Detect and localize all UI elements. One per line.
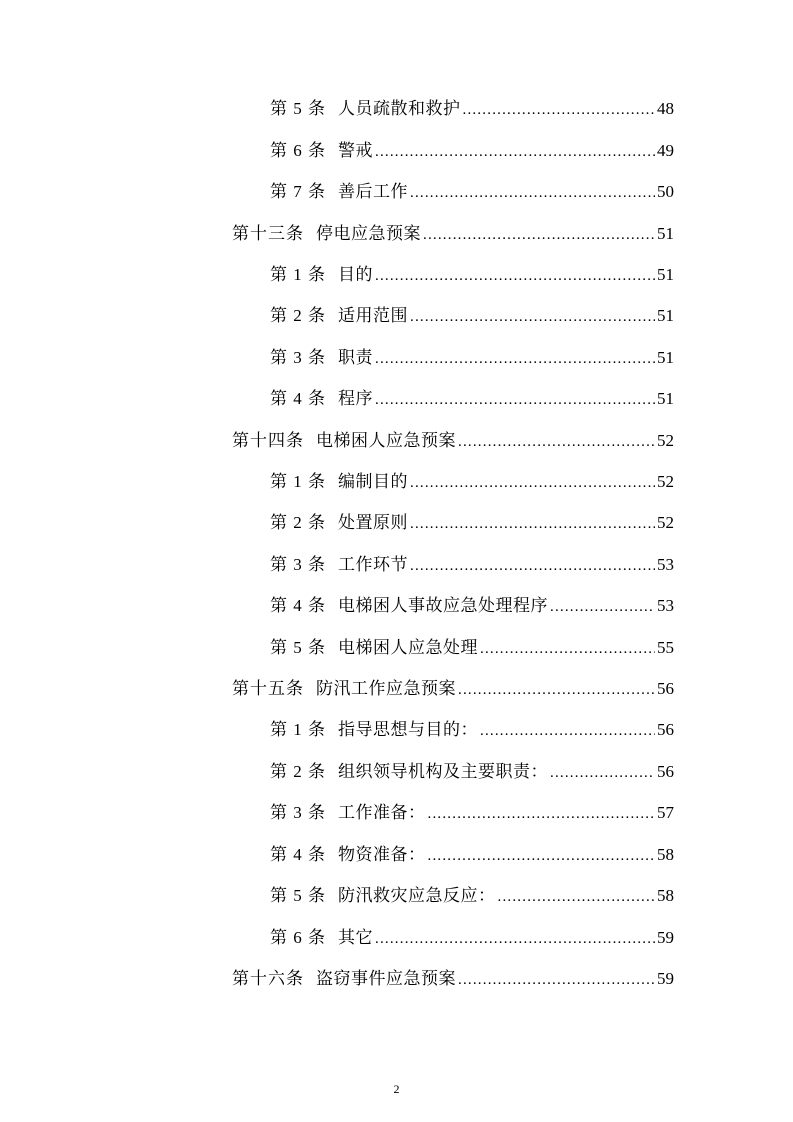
toc-entry-page: 55 bbox=[657, 638, 674, 657]
toc-entry-title: 程序 bbox=[338, 389, 373, 409]
toc-entry-title: 善后工作 bbox=[338, 182, 408, 202]
toc-entry-title: 停电应急预案 bbox=[316, 224, 421, 244]
toc-entry-page: 51 bbox=[657, 389, 674, 408]
toc-entry[interactable] bbox=[232, 965, 674, 993]
dot-leader bbox=[480, 635, 655, 663]
toc-entry-title: 其它 bbox=[338, 928, 373, 948]
toc-entry-number: 第十五条 bbox=[232, 679, 304, 698]
toc-entry-number: 第 5 条 bbox=[270, 886, 326, 905]
toc-entry-title: 工作准备： bbox=[338, 803, 426, 823]
dot-leader bbox=[375, 262, 655, 290]
toc-entry[interactable] bbox=[270, 841, 674, 869]
toc-entry-number: 第十六条 bbox=[232, 969, 304, 988]
toc-entry-number: 第十四条 bbox=[232, 431, 304, 450]
dot-leader bbox=[375, 345, 655, 373]
toc-entry-title: 目的 bbox=[338, 265, 373, 285]
toc-entry-title: 防汛工作应急预案 bbox=[316, 679, 456, 699]
dot-leader bbox=[463, 96, 656, 124]
toc-entry[interactable] bbox=[270, 758, 674, 786]
dot-leader bbox=[410, 552, 655, 580]
toc-entry[interactable] bbox=[270, 468, 674, 496]
toc-entry[interactable] bbox=[270, 509, 674, 537]
toc-entry-title: 电梯困人应急预案 bbox=[316, 431, 456, 451]
toc-entry-page: 58 bbox=[657, 845, 674, 864]
toc-entry-page: 59 bbox=[657, 928, 674, 947]
toc-entry-page: 51 bbox=[657, 265, 674, 284]
dot-leader bbox=[428, 842, 656, 870]
dot-leader bbox=[480, 717, 655, 745]
toc-entry-title: 电梯困人事故应急处理程序 bbox=[338, 596, 548, 616]
dot-leader bbox=[458, 966, 655, 994]
toc-entry[interactable] bbox=[232, 675, 674, 703]
toc-entry-page: 53 bbox=[657, 555, 674, 574]
toc-entry-number: 第 1 条 bbox=[270, 265, 326, 284]
toc-entry-number: 第 6 条 bbox=[270, 928, 326, 947]
toc-entry[interactable] bbox=[270, 592, 674, 620]
toc-entry-number: 第 2 条 bbox=[270, 513, 326, 532]
toc-entry-title: 工作环节 bbox=[338, 555, 408, 575]
dot-leader bbox=[458, 676, 655, 704]
toc-entry-title: 组织领导机构及主要职责： bbox=[338, 762, 548, 782]
dot-leader bbox=[410, 303, 655, 331]
dot-leader bbox=[375, 925, 655, 953]
toc-entry-page: 56 bbox=[657, 679, 674, 698]
toc-entry-title: 指导思想与目的： bbox=[338, 720, 478, 740]
toc-entry-number: 第 3 条 bbox=[270, 348, 326, 367]
toc-entry-page: 59 bbox=[657, 969, 674, 988]
toc-entry-title: 警戒 bbox=[338, 141, 373, 161]
toc-entry-page: 48 bbox=[657, 99, 674, 118]
toc-entry-number: 第 4 条 bbox=[270, 389, 326, 408]
toc-entry-title: 处置原则 bbox=[338, 513, 408, 533]
toc-entry-number: 第 3 条 bbox=[270, 555, 326, 574]
toc-entry-page: 52 bbox=[657, 431, 674, 450]
dot-leader bbox=[550, 593, 655, 621]
toc-entry-number: 第 5 条 bbox=[270, 638, 326, 657]
toc-entry-title: 物资准备： bbox=[338, 845, 426, 865]
toc-entry-page: 50 bbox=[657, 182, 674, 201]
toc-entry-page: 56 bbox=[657, 720, 674, 739]
dot-leader bbox=[375, 386, 655, 414]
dot-leader bbox=[410, 510, 655, 538]
toc-entry[interactable] bbox=[270, 924, 674, 952]
toc-entry[interactable] bbox=[270, 551, 674, 579]
toc-entry-number: 第 2 条 bbox=[270, 762, 326, 781]
toc-entry[interactable] bbox=[270, 302, 674, 330]
toc-entry-page: 51 bbox=[657, 306, 674, 325]
toc-entry-page: 49 bbox=[657, 141, 674, 160]
toc-entry-page: 53 bbox=[657, 596, 674, 615]
toc-entry[interactable] bbox=[270, 344, 674, 372]
toc-entry-title: 盗窃事件应急预案 bbox=[316, 969, 456, 989]
toc-entry[interactable] bbox=[270, 882, 674, 910]
toc-entry-title: 防汛救灾应急反应： bbox=[338, 886, 496, 906]
toc-entry-page: 52 bbox=[657, 472, 674, 491]
toc-entry-page: 56 bbox=[657, 762, 674, 781]
toc-entry-number: 第 1 条 bbox=[270, 720, 326, 739]
dot-leader bbox=[410, 469, 655, 497]
toc-entry-page: 51 bbox=[657, 348, 674, 367]
toc-entry-number: 第 2 条 bbox=[270, 306, 326, 325]
toc-entry-number: 第 7 条 bbox=[270, 182, 326, 201]
dot-leader bbox=[375, 138, 655, 166]
dot-leader bbox=[458, 428, 655, 456]
toc-entry-title: 职责 bbox=[338, 348, 373, 368]
dot-leader bbox=[423, 221, 655, 249]
toc-entry[interactable] bbox=[270, 178, 674, 206]
toc-entry-page: 57 bbox=[657, 803, 674, 822]
toc-entry[interactable] bbox=[270, 799, 674, 827]
toc-entry-number: 第 5 条 bbox=[270, 99, 326, 118]
toc-entry-number: 第 4 条 bbox=[270, 845, 326, 864]
toc-entry-page: 58 bbox=[657, 886, 674, 905]
toc-entry[interactable] bbox=[270, 137, 674, 165]
toc-entry-title: 适用范围 bbox=[338, 306, 408, 326]
dot-leader bbox=[498, 883, 656, 911]
toc-entry-number: 第十三条 bbox=[232, 224, 304, 243]
toc-entry-title: 人员疏散和救护 bbox=[338, 99, 461, 119]
toc-entry-title: 编制目的 bbox=[338, 472, 408, 492]
toc-entry[interactable] bbox=[270, 716, 674, 744]
toc-entry-page: 51 bbox=[657, 224, 674, 243]
toc-entry-page: 52 bbox=[657, 513, 674, 532]
toc-entry-number: 第 1 条 bbox=[270, 472, 326, 491]
toc-entry-number: 第 4 条 bbox=[270, 596, 326, 615]
toc-entry-title: 电梯困人应急处理 bbox=[338, 638, 478, 658]
dot-leader bbox=[550, 759, 655, 787]
toc-entry[interactable] bbox=[270, 385, 674, 413]
toc-entry[interactable] bbox=[270, 95, 674, 123]
dot-leader bbox=[428, 800, 656, 828]
toc-entry[interactable] bbox=[232, 220, 674, 248]
toc-entry[interactable] bbox=[270, 261, 674, 289]
dot-leader bbox=[410, 179, 655, 207]
toc-entry[interactable] bbox=[232, 427, 674, 455]
toc-entry-number: 第 6 条 bbox=[270, 141, 326, 160]
toc-entry-number: 第 3 条 bbox=[270, 803, 326, 822]
toc-entry[interactable] bbox=[270, 634, 674, 662]
page-number: 2 bbox=[393, 1082, 400, 1096]
